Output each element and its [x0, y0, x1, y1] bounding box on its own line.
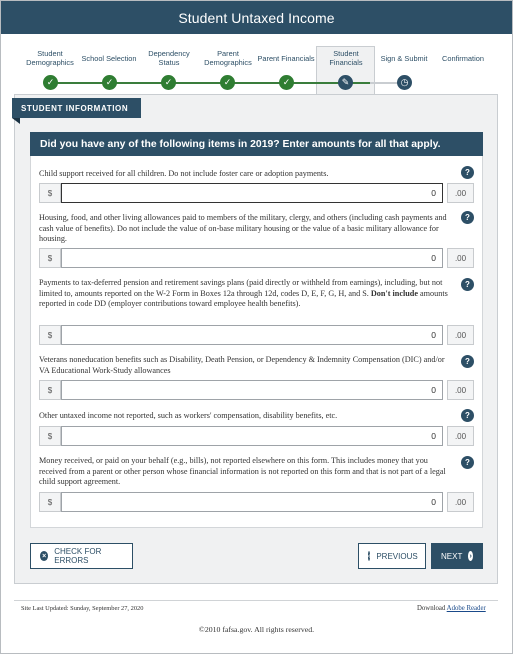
step-sign-submit[interactable]: [374, 46, 434, 70]
housing-allowance-input[interactable]: 0: [61, 248, 443, 268]
next-button[interactable]: [431, 543, 483, 569]
cents-suffix: .00: [447, 183, 474, 203]
item-child-support-label: Child support received for all children. Do not include foster care or adoption payments.: [39, 169, 329, 178]
dollar-sign: $: [39, 183, 61, 203]
check-for-errors-button[interactable]: [30, 543, 133, 569]
step-label: Student Financials: [329, 49, 363, 67]
item-money-received-label: Money received, or paid on your behalf (e.g., bills), not reported elsewhere on this form. This includes money that you received from a parent or other person whose financial information is not reported on this form and that is not part of a legal child support agreement.: [39, 456, 446, 487]
pension-payments-input[interactable]: 0: [61, 325, 443, 345]
step-label: Confirmation: [442, 53, 484, 63]
check-icon: ✓: [102, 75, 117, 90]
money-received-input[interactable]: 0: [61, 492, 443, 512]
check-icon: ✓: [279, 75, 294, 90]
amount-row: [39, 183, 474, 203]
arrow-right-icon: ›: [469, 552, 472, 560]
help-icon[interactable]: ?: [461, 278, 474, 291]
step-label: Sign & Submit: [380, 53, 428, 63]
item-other-untaxed-label: Other untaxed income not reported, such as workers' compensation, disability benefits, etc.: [39, 411, 338, 420]
amount-row: [39, 248, 474, 268]
step-label: Dependency Status: [148, 49, 190, 67]
amount-row: [39, 380, 474, 400]
amount-row: [39, 426, 474, 446]
amount-row: [39, 325, 474, 345]
section-tag-fold: [12, 118, 20, 124]
step-parent-financials[interactable]: [256, 46, 316, 70]
check-icon: ✓: [43, 75, 58, 90]
dollar-sign: $: [39, 248, 61, 268]
question-header: Did you have any of the following items in 2019? Enter amounts for all that apply.: [30, 132, 483, 156]
text-part: Payments to tax-deferred pension and retirement savings plans (paid directly or withheld from earnings), including, but not limited to, amounts reported on the W-2 Form in Boxes 12a through 12d, codes D, E, F, G, H, and S.: [39, 278, 443, 298]
step-school-selection[interactable]: [79, 46, 139, 70]
help-icon[interactable]: ?: [461, 456, 474, 469]
step-parent-demographics[interactable]: [198, 46, 258, 70]
veterans-benefits-input[interactable]: 0: [61, 380, 443, 400]
check-icon: ✓: [220, 75, 235, 90]
step-label: Parent Financials: [257, 53, 315, 63]
other-untaxed-input[interactable]: 0: [61, 426, 443, 446]
child-support-input[interactable]: 0: [61, 183, 443, 203]
help-icon[interactable]: ?: [461, 166, 474, 179]
copyright-text: ©2010 fafsa.gov. All rights reserved.: [198, 625, 315, 634]
download-text: [417, 605, 486, 612]
footer-divider: [14, 600, 498, 601]
item-veterans-benefits-label: Veterans noneducation benefits such as Disability, Death Pension, or Dependency & Indemnity Compensation (DIC) and/or VA Educational Work-Study allowances: [39, 355, 445, 375]
item-housing-allowance-label: Housing, food, and other living allowances paid to members of the military, clergy, and others (including cash payments and cash value of benefits). Do not include the value of on-base military housing or the value of a basic military allowance for housing.: [39, 213, 447, 244]
dollar-sign: $: [39, 380, 61, 400]
adobe-reader-link[interactable]: Adobe Reader: [446, 605, 486, 612]
clear-circle-icon: ×: [40, 551, 48, 561]
help-icon[interactable]: ?: [461, 211, 474, 224]
progress-line-complete: [50, 82, 370, 84]
arrow-left-icon: ‹: [368, 552, 371, 560]
text-part: amounts reported in code DD (employer contributions toward employee health benefits).: [39, 288, 448, 309]
download-label: Download: [417, 605, 446, 612]
step-confirmation[interactable]: [433, 46, 493, 70]
page-title: Student Untaxed Income: [1, 1, 512, 34]
cents-suffix: .00: [447, 426, 474, 446]
cents-suffix: .00: [447, 380, 474, 400]
dollar-sign: $: [39, 492, 61, 512]
site-updated-text: Site Last Updated: Sunday, September 27, 2020: [21, 605, 144, 612]
step-label: School Selection: [81, 53, 137, 63]
cents-suffix: .00: [447, 248, 474, 268]
previous-button[interactable]: [358, 543, 426, 569]
check-icon: ✓: [161, 75, 176, 90]
step-label: Parent Demographics: [204, 49, 252, 67]
help-icon[interactable]: ?: [461, 409, 474, 422]
step-student-demographics[interactable]: [20, 46, 80, 70]
dollar-sign: $: [39, 325, 61, 345]
progress-steps: [14, 46, 497, 96]
step-dependency-status[interactable]: [139, 46, 199, 70]
button-label: CHECK FOR ERRORS: [54, 547, 102, 565]
button-label: PREVIOUS: [376, 551, 418, 561]
text-bold: Don't include: [370, 288, 418, 298]
step-label: Student Demographics: [26, 49, 74, 67]
amount-row: [39, 492, 474, 512]
button-label: NEXT: [441, 551, 463, 561]
cents-suffix: .00: [447, 492, 474, 512]
dollar-sign: $: [39, 426, 61, 446]
step-student-financials[interactable]: [316, 46, 376, 70]
help-icon[interactable]: ?: [461, 355, 474, 368]
clock-icon: ◷: [397, 75, 412, 90]
pencil-icon: ✎: [338, 75, 353, 90]
item-pension-payments-label: [39, 278, 449, 310]
cents-suffix: .00: [447, 325, 474, 345]
section-tag: STUDENT INFORMATION: [12, 98, 141, 118]
